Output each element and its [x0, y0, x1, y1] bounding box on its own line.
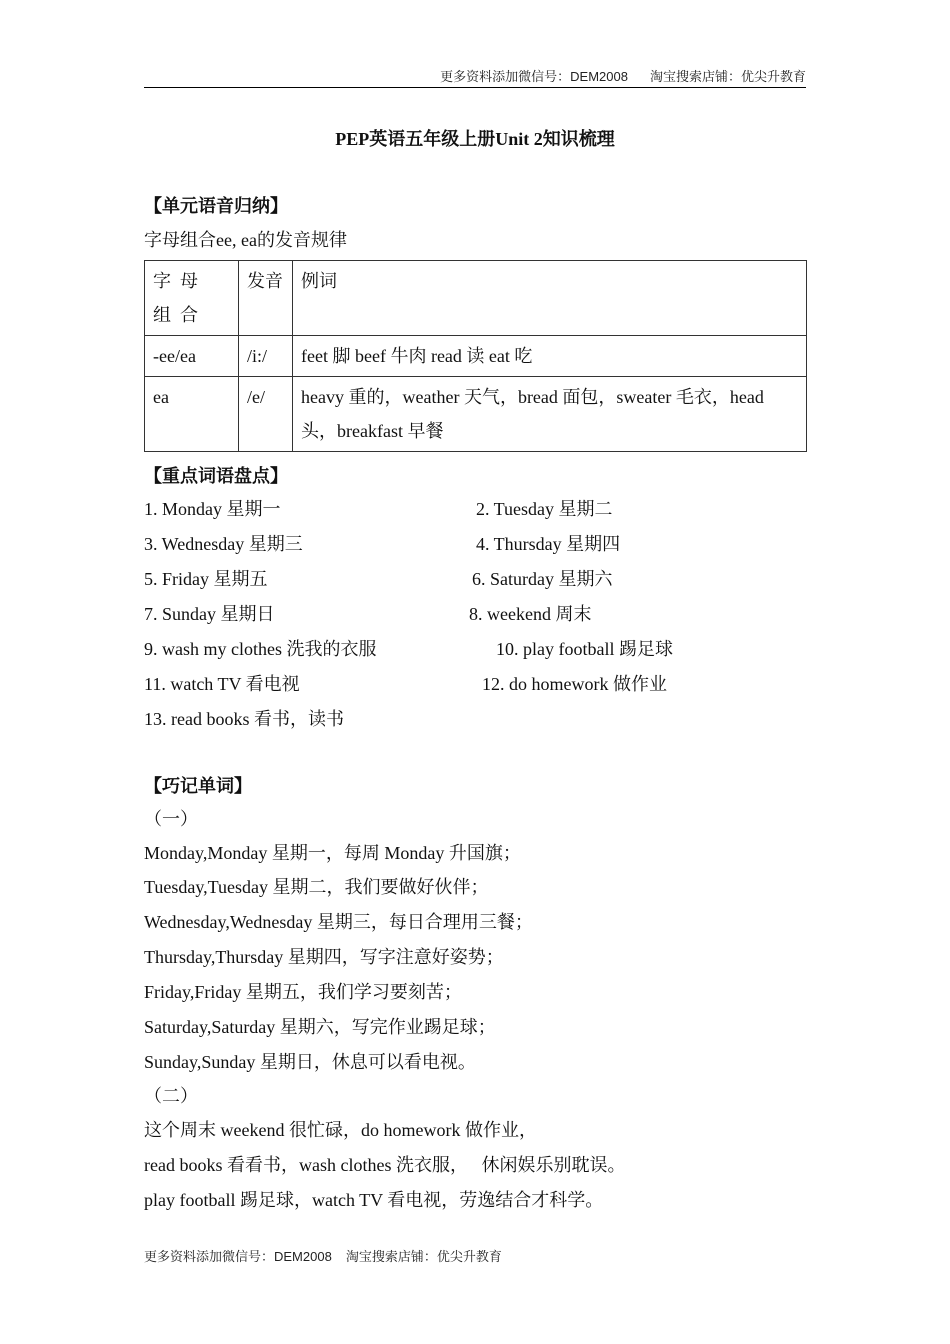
section-heading-phonics: 【单元语音归纳】 [144, 196, 288, 216]
header-rule [144, 87, 806, 88]
part1-label: （一） [144, 809, 198, 829]
table-header-combo: 字母组合 [145, 261, 239, 336]
mnemonic-line: Thursday,Thursday 星期四，写字注意好姿势； [144, 947, 504, 967]
vocab-item: 3. Wednesday 星期三 [144, 534, 303, 554]
table-header-examples: 例词 [293, 261, 807, 336]
table-cell-examples: heavy 重的，weather 天气，bread 面包，sweater 毛衣，head 头，breakfast 早餐 [293, 377, 807, 452]
table-cell-sound: /e/ [239, 377, 293, 452]
page-title: PEP英语五年级上册Unit 2知识梳理 [335, 129, 615, 149]
table-header-sound: 发音 [239, 261, 293, 336]
mnemonic-line: Monday,Monday 星期一，每周 Monday 升国旗； [144, 843, 521, 863]
table-cell-sound: /i:/ [239, 336, 293, 377]
mnemonic-line: Saturday,Saturday 星期六，写完作业踢足球； [144, 1017, 496, 1037]
header-wechat: 更多资料添加微信号：DEM2008 [440, 69, 628, 84]
vocab-item: 12. do homework 做作业 [482, 674, 667, 694]
part2-label: （二） [144, 1086, 198, 1106]
mnemonic-line: read books 看看书，wash clothes 洗衣服， 休闲娱乐别耽误。 [144, 1155, 626, 1175]
table-cell-combo: -ee/ea [145, 336, 239, 377]
table-cell-combo: ea [145, 377, 239, 452]
phonics-intro: 字母组合ee, ea的发音规律 [144, 230, 347, 250]
vocab-item: 2. Tuesday 星期二 [476, 499, 613, 519]
table-row [145, 377, 807, 452]
table-header-row [145, 261, 807, 336]
mnemonic-line: play football 踢足球，watch TV 看电视，劳逸结合才科学。 [144, 1190, 604, 1210]
table-row [145, 336, 807, 377]
vocab-item: 11. watch TV 看电视 [144, 674, 300, 694]
mnemonic-line: Tuesday,Tuesday 星期二，我们要做好伙伴； [144, 877, 489, 897]
vocab-item: 5. Friday 星期五 [144, 569, 268, 589]
section-heading-mnemonics: 【巧记单词】 [144, 776, 252, 796]
footer-wechat: 更多资料添加微信号：DEM2008 [144, 1249, 332, 1264]
mnemonic-line: Sunday,Sunday 星期日，休息可以看电视。 [144, 1052, 476, 1072]
mnemonic-line: 这个周末 weekend 很忙碌，do homework 做作业， [144, 1120, 537, 1140]
phonics-table [144, 260, 807, 452]
section-heading-vocab: 【重点词语盘点】 [144, 466, 288, 486]
vocab-item: 9. wash my clothes 洗我的衣服 [144, 639, 377, 659]
vocab-item: 13. read books 看书，读书 [144, 709, 344, 729]
mnemonic-line: Friday,Friday 星期五，我们学习要刻苦； [144, 982, 462, 1002]
footer-shop: 淘宝搜索店铺：优尖升教育 [345, 1249, 502, 1264]
mnemonic-line: Wednesday,Wednesday 星期三，每日合理用三餐； [144, 912, 533, 932]
table-cell-examples: feet 脚 beef 牛肉 read 读 eat 吃 [293, 336, 807, 377]
vocab-item: 7. Sunday 星期日 [144, 604, 275, 624]
header-shop: 淘宝搜索店铺：优尖升教育 [649, 69, 806, 84]
vocab-item: 6. Saturday 星期六 [472, 569, 613, 589]
vocab-item: 8. weekend 周末 [469, 604, 592, 624]
vocab-item: 10. play football 踢足球 [496, 639, 673, 659]
page-header [144, 66, 806, 85]
vocab-item: 1. Monday 星期一 [144, 499, 281, 519]
vocab-item: 4. Thursday 星期四 [476, 534, 621, 554]
page-footer [144, 1246, 502, 1265]
